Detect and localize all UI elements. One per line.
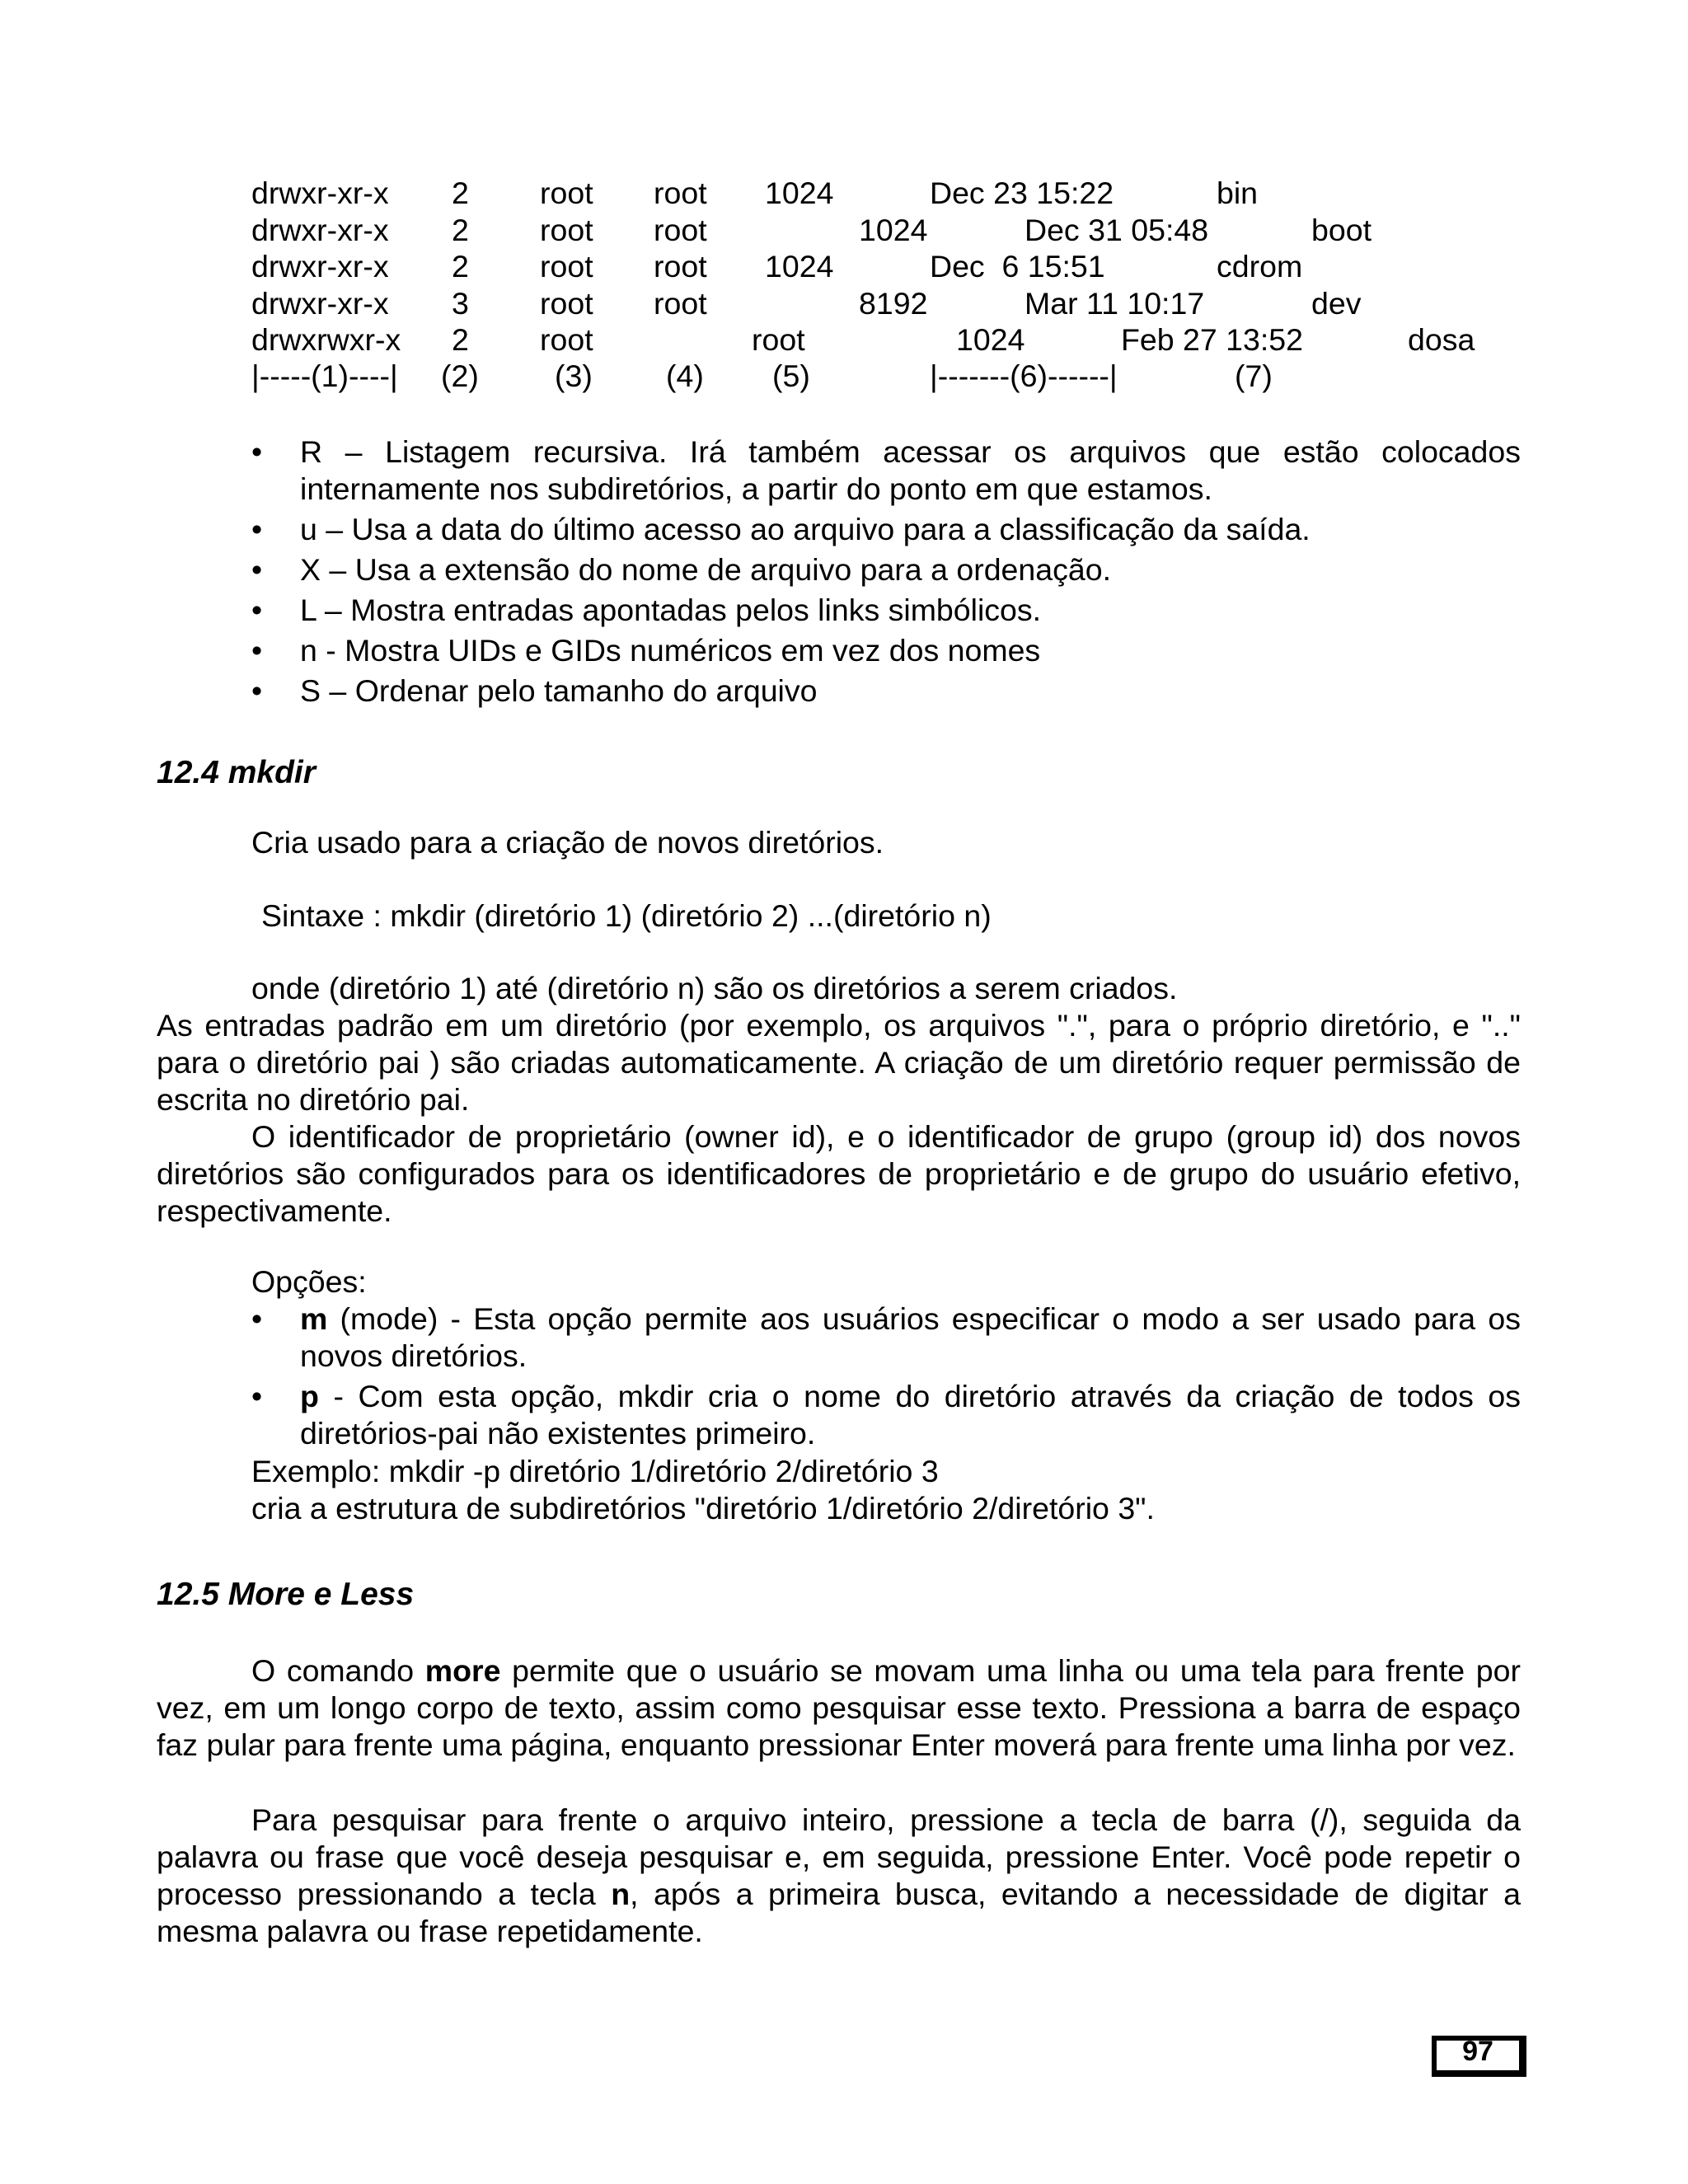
ls-row bbox=[0, 248, 1688, 285]
ls-options-list bbox=[251, 434, 1521, 710]
bullet-icon: • bbox=[251, 1379, 263, 1413]
ls-date: Dec 31 05:48 bbox=[1025, 213, 1209, 247]
mkdir-example-description: cria a estrutura de subdiretórios "diretório 1/diretório 2/diretório 3". bbox=[251, 1491, 1155, 1526]
more-paragraph-1: O comando more permite que o usuário se movam uma linha ou uma tela para frente por vez, em um longo corpo de texto, assim como pesquisar esse texto. Pressiona a barra de espaço faz pular para frente uma página, enquanto pressionar Enter moverá para frente uma linha por vez. bbox=[157, 1653, 1522, 1762]
ls-legend-3: (3) bbox=[555, 359, 593, 393]
ls-legend-4: (4) bbox=[666, 359, 704, 393]
list-item: • n - Mostra UIDs e GIDs numéricos em vez dos nomes bbox=[251, 633, 1041, 668]
ls-legend-5: (5) bbox=[772, 359, 810, 393]
ls-legend-7: (7) bbox=[1235, 359, 1273, 393]
ls-row bbox=[0, 285, 1688, 322]
ls-group: root bbox=[654, 286, 707, 321]
mkdir-paragraph-1: onde (diretório 1) até (diretório n) são os diretórios a serem criados. As entradas padrão em um diretório (por exemplo, os arquivos ".", para o próprio diretório, e ".." para o diretório pai ) são criadas automaticamente. A criação de um diretório requer permissão de escrita no diretório pai. bbox=[157, 971, 1521, 1117]
ls-group: root bbox=[654, 176, 707, 210]
ls-row bbox=[0, 321, 1688, 359]
list-item: • X – Usa a extensão do nome de arquivo para a ordenação. bbox=[251, 552, 1111, 587]
ls-name: bin bbox=[1217, 176, 1259, 210]
ls-date: Dec 23 15:22 bbox=[930, 176, 1114, 210]
ls-size: 1024 bbox=[765, 176, 834, 210]
ls-perm: drwxrwxr-x bbox=[251, 322, 401, 357]
mkdir-options-label: Opções: bbox=[251, 1264, 367, 1299]
ls-perm: drwxr-xr-x bbox=[251, 286, 389, 321]
page-number-box bbox=[1432, 2036, 1526, 2077]
mkdir-intro: Cria usado para a criação de novos diretórios. bbox=[251, 825, 884, 860]
ls-row bbox=[0, 175, 1688, 212]
ls-name: cdrom bbox=[1217, 249, 1303, 284]
ls-legend-6: |-------(6)------| bbox=[930, 359, 1118, 393]
ls-group: root bbox=[752, 322, 805, 357]
bullet-icon: • bbox=[251, 434, 263, 469]
bullet-icon: • bbox=[251, 673, 263, 708]
ls-date: Feb 27 13:52 bbox=[1121, 322, 1304, 357]
ls-links: 2 bbox=[452, 249, 469, 284]
ls-links: 2 bbox=[452, 213, 469, 247]
bullet-icon: • bbox=[251, 552, 263, 587]
ls-owner: root bbox=[540, 249, 593, 284]
ls-perm: drwxr-xr-x bbox=[251, 176, 389, 210]
ls-name: dosa bbox=[1408, 322, 1475, 357]
ls-size: 8192 bbox=[859, 286, 928, 321]
bullet-icon: • bbox=[251, 633, 263, 668]
ls-group: root bbox=[654, 249, 707, 284]
mkdir-options-list bbox=[251, 1301, 1521, 1452]
mkdir-paragraph-2: O identificador de proprietário (owner id), e o identificador de grupo (group id) dos novos diretórios são configurados para os identificadores de proprietário e de grupo do usuário efetivo, respectivamente. bbox=[157, 1119, 1521, 1228]
ls-name: boot bbox=[1311, 213, 1372, 247]
ls-date: Dec 6 15:51 bbox=[930, 249, 1105, 284]
list-item: • m (mode) - Esta opção permite aos usuários especificar o modo a ser usado para os novos diretórios. bbox=[251, 1301, 1521, 1373]
list-item: • p - Com esta opção, mkdir cria o nome do diretório através da criação de todos os diretórios-pai não existentes primeiro. bbox=[251, 1379, 1521, 1451]
list-item: • u – Usa a data do último acesso ao arquivo para a classificação da saída. bbox=[251, 512, 1311, 546]
ls-links: 3 bbox=[452, 286, 469, 321]
mkdir-example: Exemplo: mkdir -p diretório 1/diretório 2/diretório 3 bbox=[251, 1454, 939, 1488]
ls-row bbox=[0, 212, 1688, 249]
ls-size: 1024 bbox=[765, 249, 834, 284]
ls-column-legend bbox=[0, 358, 1688, 395]
ls-owner: root bbox=[540, 176, 593, 210]
list-item: • R – Listagem recursiva. Irá também acessar os arquivos que estão colocados internamente nos subdiretórios, a partir do ponto em que estamos. bbox=[251, 434, 1521, 506]
ls-owner: root bbox=[540, 286, 593, 321]
ls-group: root bbox=[654, 213, 707, 247]
ls-owner: root bbox=[540, 322, 593, 357]
ls-perm: drwxr-xr-x bbox=[251, 213, 389, 247]
mkdir-syntax: Sintaxe : mkdir (diretório 1) (diretório 2) ...(diretório n) bbox=[261, 898, 992, 933]
ls-name: dev bbox=[1311, 286, 1362, 321]
ls-size: 1024 bbox=[956, 322, 1025, 357]
bullet-icon: • bbox=[251, 1301, 263, 1336]
list-item: • S – Ordenar pelo tamanho do arquivo bbox=[251, 673, 818, 708]
ls-owner: root bbox=[540, 213, 593, 247]
list-item: • L – Mostra entradas apontadas pelos links simbólicos. bbox=[251, 593, 1042, 627]
ls-links: 2 bbox=[452, 176, 469, 210]
ls-legend-2: (2) bbox=[441, 359, 479, 393]
ls-links: 2 bbox=[452, 322, 469, 357]
ls-perm: drwxr-xr-x bbox=[251, 249, 389, 284]
more-paragraph-2: Para pesquisar para frente o arquivo inteiro, pressione a tecla de barra (/), seguida da palavra ou frase que você deseja pesquisar e, em seguida, pressione Enter. Você pode repetir o processo pressionando a tecla n, após a primeira busca, evitando a necessidade de digitar a mesma palavra ou frase repetidamente. bbox=[157, 1802, 1521, 1948]
ls-legend-1: |-----(1)----| bbox=[251, 359, 398, 393]
bullet-icon: • bbox=[251, 512, 263, 546]
ls-size: 1024 bbox=[859, 213, 928, 247]
bullet-icon: • bbox=[251, 593, 263, 627]
ls-date: Mar 11 10:17 bbox=[1025, 286, 1205, 321]
section-heading-more-less: 12.5 More e Less bbox=[157, 1577, 415, 1612]
page-number: 97 bbox=[1462, 2036, 1493, 2067]
section-heading-mkdir: 12.4 mkdir bbox=[157, 755, 316, 790]
